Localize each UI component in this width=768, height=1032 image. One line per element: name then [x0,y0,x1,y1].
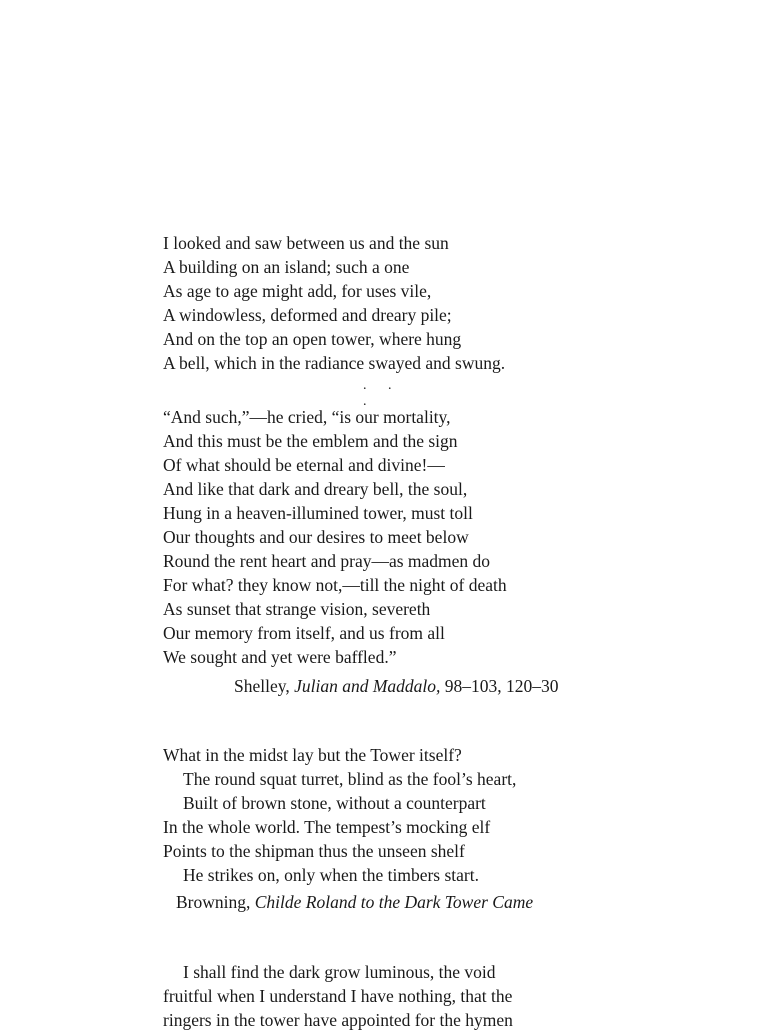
verse-line: He strikes on, only when the timbers start. [183,865,479,885]
verse-line: In the whole world. The tempest’s mocking elf [163,817,491,837]
verse-line: Our memory from itself, and us from all [163,623,445,643]
verse-line: Our thoughts and our desires to meet below [163,527,469,547]
verse-line: And this must be the emblem and the sign [163,431,458,451]
verse-line: “And such,”—he cried, “is our mortality, [163,407,451,427]
verse-line: What in the midst lay but the Tower itself? [163,745,462,765]
verse-line: The round squat turret, blind as the fool’s heart, [183,769,517,789]
verse-line: Built of brown stone, without a counterpart [183,793,486,813]
verse-line: Points to the shipman thus the unseen shelf [163,841,465,861]
browning-attribution [176,890,533,914]
verse-line: For what? they know not,—till the night of death [163,575,507,595]
verse-line: Round the rent heart and pray—as madmen do [163,551,491,571]
verse-line: Of what should be eternal and divine!— [163,455,445,475]
verse-line: Hung in a heaven-illumined tower, must toll [163,503,473,523]
attribution-title: Childe Roland to the Dark Tower Came [254,892,534,912]
verse-line: We sought and yet were baffled.” [163,647,397,667]
attribution-author: Shelley, [234,676,290,696]
prose-line: ringers in the tower have appointed for the hymen [163,1010,513,1030]
prose-line: I shall find the dark grow luminous, the void [183,962,496,982]
prose-epigraph [163,960,633,1032]
prose-line: fruitful when I understand I have nothing, that the [163,986,513,1006]
verse-line: As age to age might add, for uses vile, [163,281,432,301]
verse-line: A windowless, deformed and dreary pile; [163,305,452,325]
shelley-stanza-2 [163,405,633,669]
verse-line: A building on an island; such a one [163,257,410,277]
verse-line: I looked and saw between us and the sun [163,233,449,253]
attribution-author: Browning, [176,892,251,912]
verse-line: As sunset that strange vision, severeth [163,599,431,619]
verse-line: A bell, which in the radiance swayed and swung. [163,353,506,373]
shelley-attribution [234,674,559,698]
browning-stanza [163,743,633,887]
verse-line: And on the top an open tower, where hung [163,329,462,349]
verse-line: And like that dark and dreary bell, the soul, [163,479,468,499]
attribution-title: Julian and Maddalo, [294,676,441,696]
attribution-lines: 98–103, 120–30 [444,676,559,696]
shelley-stanza-1 [163,231,633,375]
ellipsis-break: . . . [363,378,401,409]
